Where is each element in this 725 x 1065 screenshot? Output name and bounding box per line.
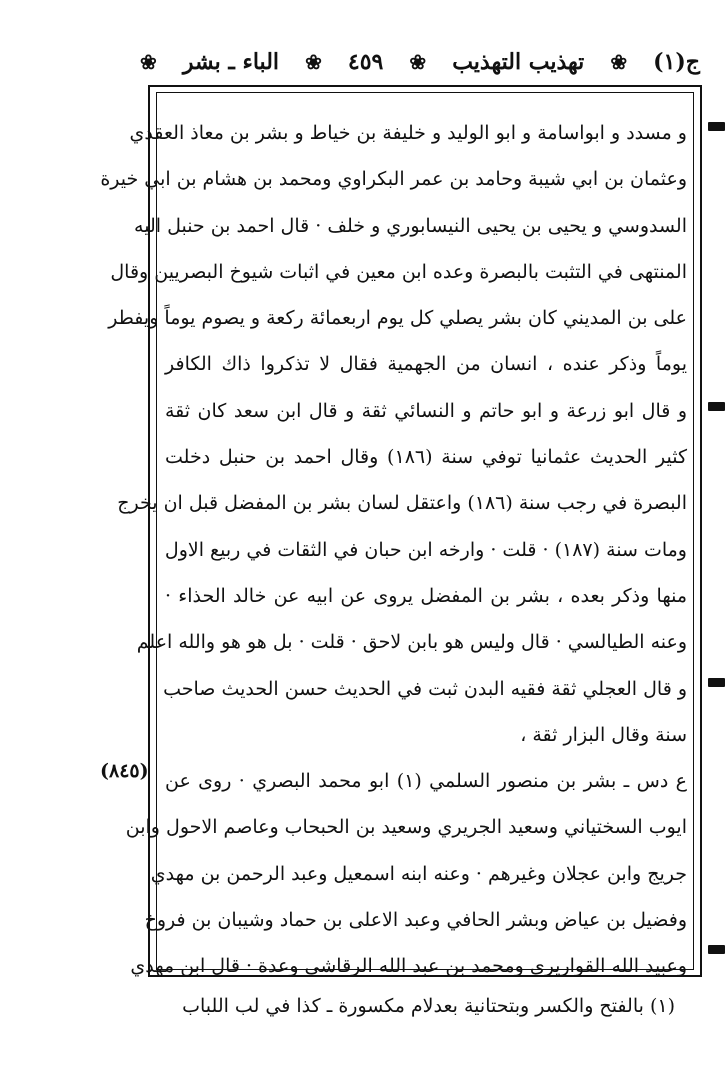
- text-line: و مسدد و ابواسامة و ابو الوليد و خليفة بن خياط و بشر بن معاذ العقدي: [129, 122, 687, 144]
- section-title: الباء ـ بشر: [182, 49, 280, 75]
- footnote: (١) بالفتح والكسر وبتحتانية بعدلام مكسورة ـ كذا في لب اللباب: [182, 995, 675, 1017]
- entry-heading-line: ع دس ـ بشر بن منصور السلمي (١) ابو محمد البصري · روى عن: [165, 770, 687, 793]
- margin-mark: [708, 945, 725, 954]
- text-line: جريج وابن عجلان وغيرهم · وعنه ابنه اسمعيل وعبد الرحمن بن مهدي: [150, 862, 687, 885]
- text-line: وعثمان بن ابي شيبة وحامد بن عمر البكراوي ومحمد بن هشام بن ابي خيرة: [100, 168, 687, 191]
- volume-label: ج(١): [653, 49, 700, 75]
- book-title: تهذيب التهذيب: [452, 49, 585, 75]
- margin-mark: [708, 678, 725, 687]
- margin-mark: [708, 402, 725, 411]
- page-header: [140, 44, 700, 80]
- flower-ornament-icon: [409, 49, 426, 75]
- text-line: و قال العجلي ثقة فقيه البدن ثبت في الحديث حسن الحديث صاحب: [163, 677, 687, 700]
- text-line: وفضيل بن عياض وبشر الحافي وعبد الاعلى بن حماد وشيبان بن فروخ: [144, 909, 687, 932]
- text-line: كثير الحديث عثمانيا توفي سنة (١٨٦) وقال احمد بن حنبل دخلت: [165, 446, 688, 469]
- text-line: وعبيد الله القواريري ومحمد بن عبد الله الرقاشي وعدة · قال ابن مهدي: [130, 955, 687, 978]
- flower-ornament-icon: [140, 49, 157, 75]
- margin-mark: [708, 122, 725, 131]
- text-line: وعنه الطيالسي · قال وليس هو بابن لاحق · قلت · بل هو هو والله اعلم: [136, 631, 687, 654]
- text-line: يوماً وذكر عنده ، انسان من الجهمية فقال لا تذكروا ذاك الكافر: [165, 353, 687, 376]
- flower-ornament-icon: [305, 49, 322, 75]
- entry-number: (٨٤٥): [100, 760, 149, 782]
- text-line: على بن المديني كان بشر يصلي كل يوم اربعمائة ركعة و يصوم يوماً ويفطر: [108, 307, 687, 330]
- flower-ornament-icon: [610, 49, 627, 75]
- text-line: ومات سنة (١٨٧) · قلت · وارخه ابن حبان في الثقات في ربيع الاول: [164, 538, 687, 561]
- text-line: السدوسي و يحيى بن يحيى النيسابوري و خلف · قال احمد بن حنبل اليه: [134, 214, 687, 237]
- text-line: و قال ابو زرعة و ابو حاتم و النسائي ثقة و قال ابن سعد كان ثقة: [165, 399, 687, 422]
- text-line: البصرة في رجب سنة (١٨٦) واعتقل لسان بشر بن المفضل قبل ان يخرج: [117, 492, 687, 515]
- text-line: منها وذكر بعده ، بشر بن المفضل يروى عن ابيه عن خالد الحذاء ·: [165, 584, 687, 607]
- text-line: سنة وقال البزار ثقة ،: [520, 723, 687, 746]
- text-line: المنتهى في التثبت بالبصرة وعده ابن معين في اثبات شيوخ البصريين وقال: [110, 260, 687, 283]
- page-number: ٤٥٩: [347, 49, 384, 75]
- text-line: ايوب السختياني وسعيد الجريري وسعيد بن الحبحاب وعاصم الاحول وابن: [125, 816, 687, 839]
